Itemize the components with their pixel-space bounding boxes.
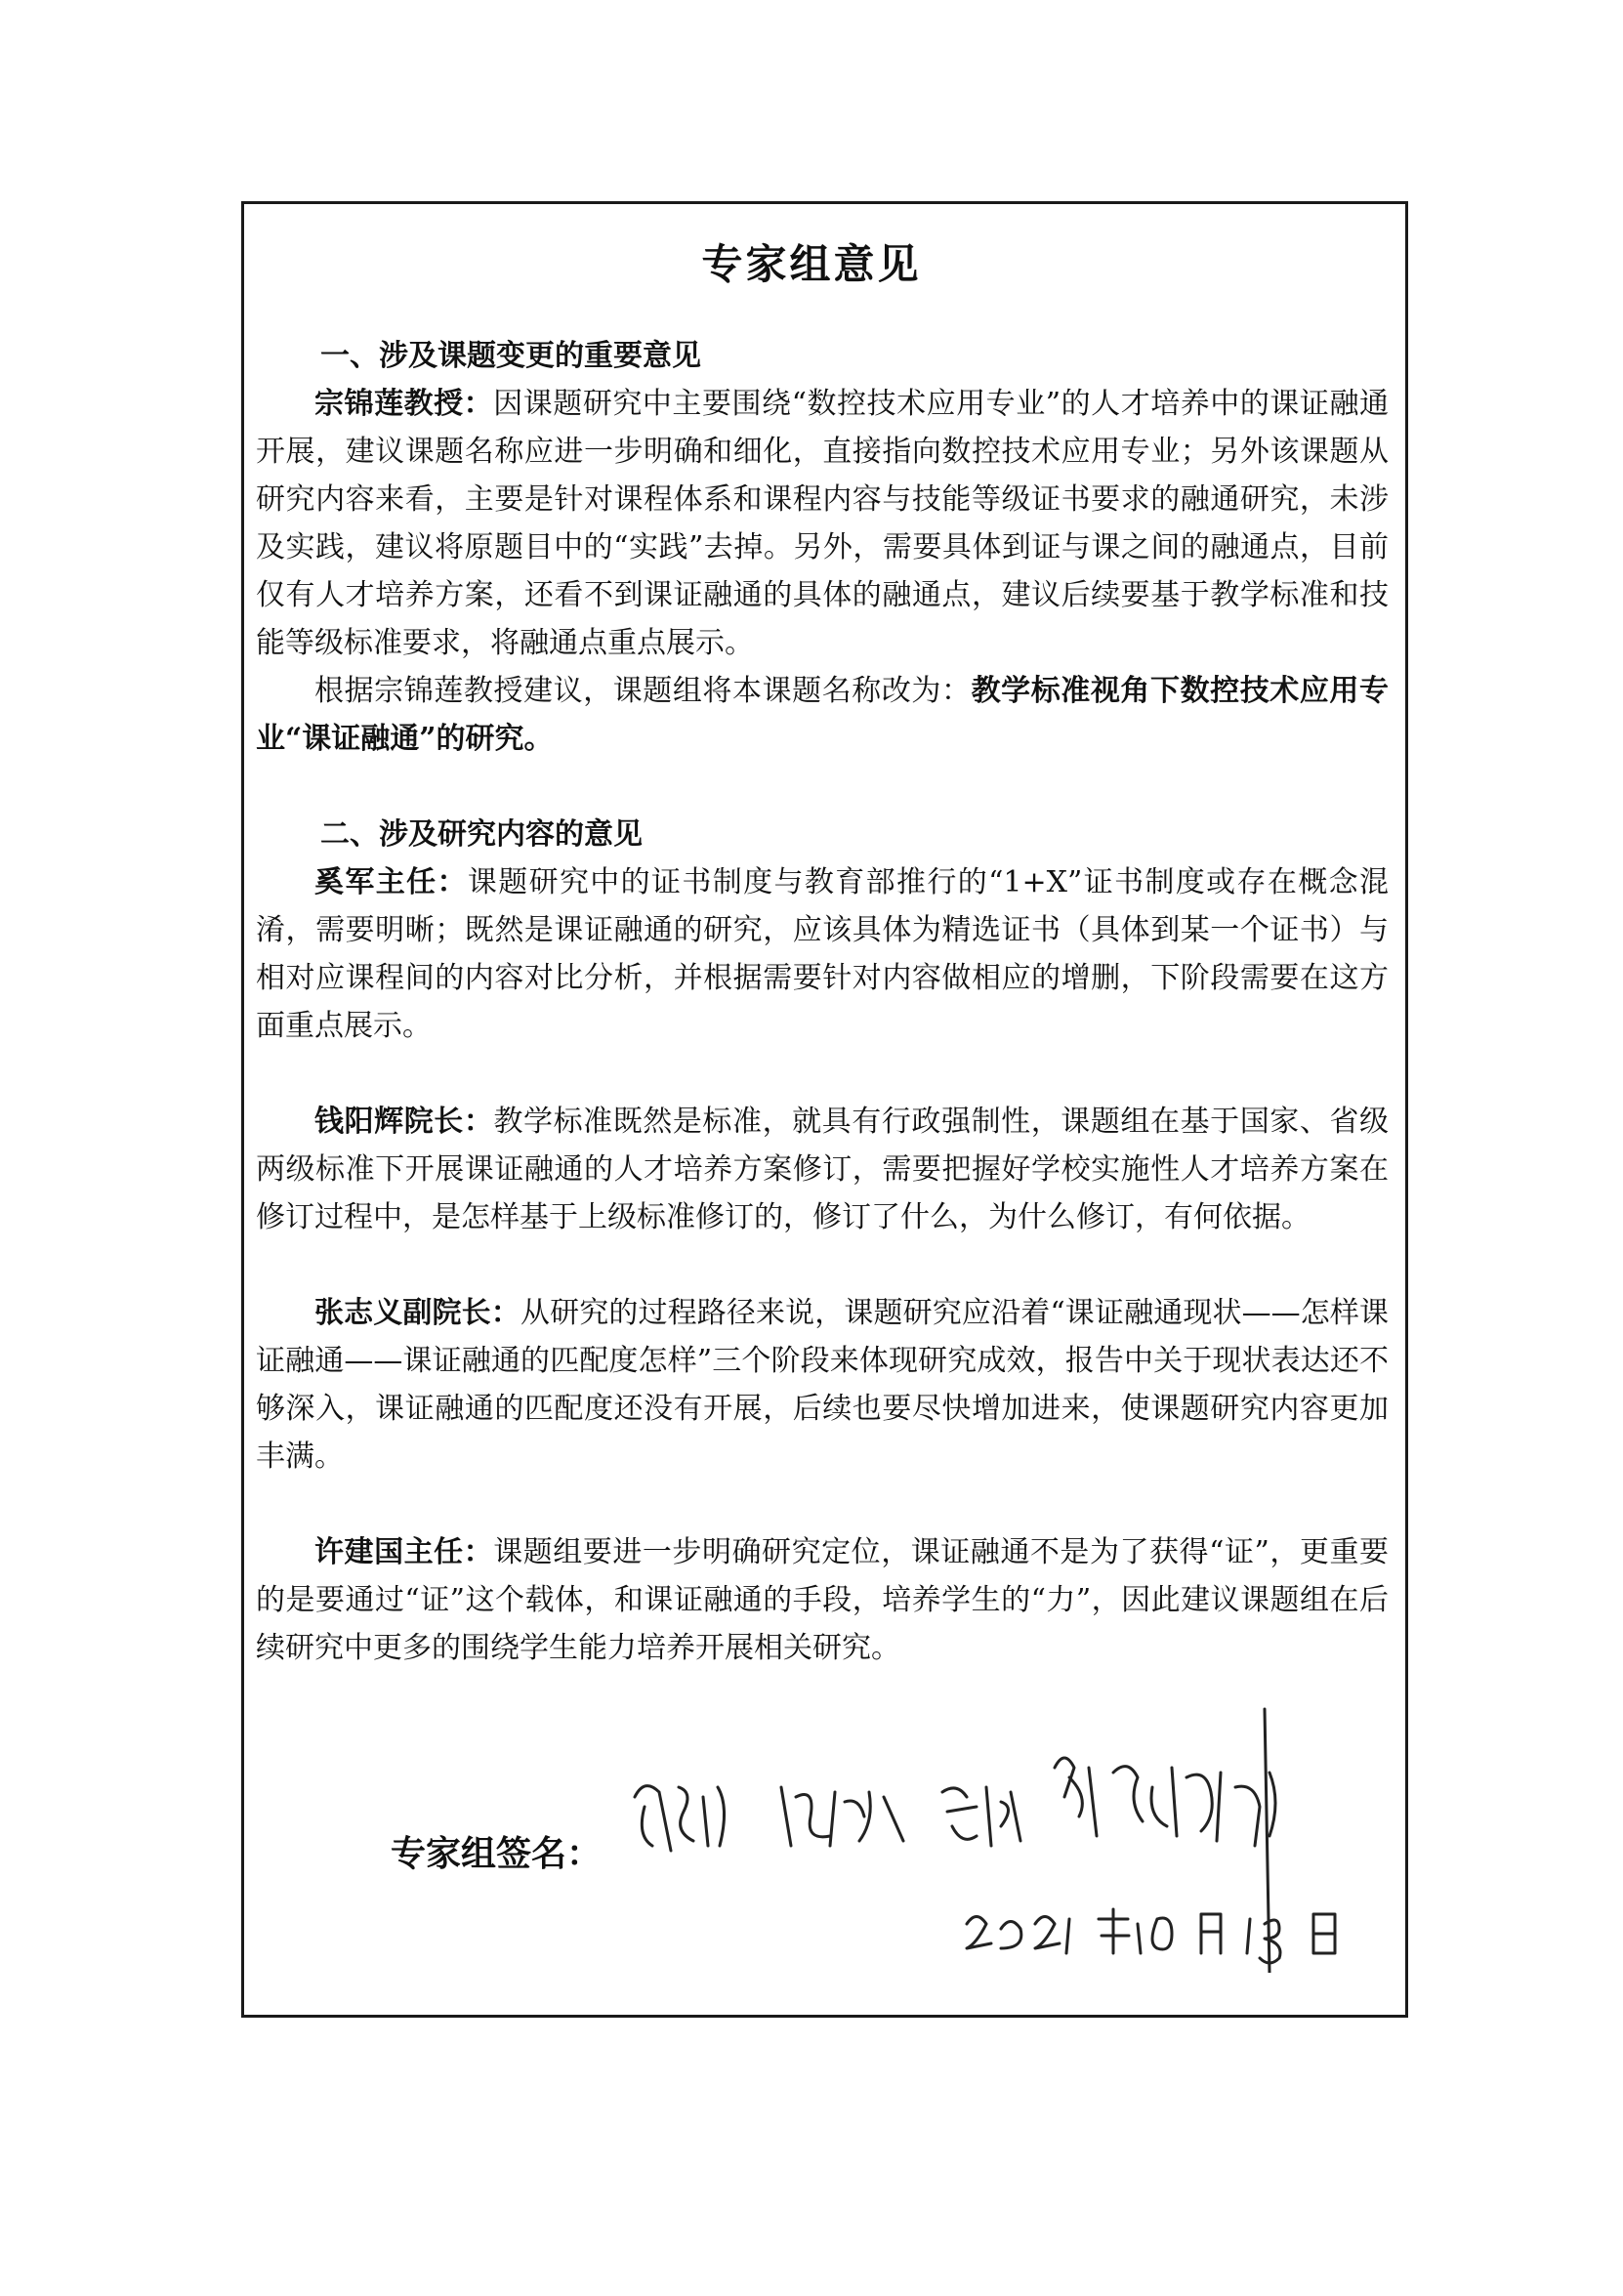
expert-name: 钱阳辉院长： — [314, 1105, 494, 1139]
paragraph-text: 从研究的过程路径来说，课题研究应沿着“课证融通现状——怎样课证融通——课证融通的匹配度怎样”三个阶段来体现研究成效，报告中关于现状表达还不够深入，课证融通的匹配度还没有开展，后续也要尽快增加进来，使课题研究内容更加丰满。 — [256, 1296, 1389, 1474]
paragraph-qian — [256, 1098, 1389, 1241]
paragraph-text: 教学标准既然是标准，就具有行政强制性，课题组在基于国家、省级两级标准下开展课证融通的人才培养方案修订，需要把握好学校实施性人才培养方案在修订过程中，是怎样基于上级标准修订的，修订了什么，为什么修订，有何依据。 — [256, 1105, 1390, 1234]
paragraph-text: 根据宗锦莲教授建议，课题组将本课题名称改为： — [314, 674, 972, 708]
section-heading-2: 二、涉及研究内容的意见 — [320, 817, 643, 852]
signature-area — [293, 1680, 1445, 2012]
paragraph-text: 课题研究中的证书制度与教育部推行的“1+X”证书制度或存在概念混淆，需要明晰；既然是课证融通的研究，应该具体为精选证书（具体到某一个证书）与相对应课程间的内容对比分析，并根据需要针对内容做相应的增删，下阶段需要在这方面重点展示。 — [256, 865, 1389, 1043]
expert-name: 张志义副院长： — [314, 1296, 520, 1330]
paragraph-title-change — [256, 667, 1389, 763]
expert-name: 许建国主任： — [314, 1535, 494, 1569]
paragraph-zhang — [256, 1289, 1389, 1481]
new-project-title: 教学标准视角下数控技术应用专业“课证融通”的研究。 — [256, 674, 1390, 756]
opinion-body — [256, 332, 1389, 1672]
signature-label: 专家组签名： — [391, 1834, 603, 1874]
expert-name: 奚军主任： — [314, 865, 468, 899]
paragraph-zong — [256, 380, 1389, 667]
paragraph-xi — [256, 858, 1389, 1050]
paragraph-text: 因课题研究中主要围绕“数控技术应用专业”的人才培养中的课证融通开展，建议课题名称应进一步明确和细化，直接指向数控技术应用专业；另外该课题从研究内容来看，主要是针对课程体系和课程内容与技能等级证书要求的融通研究，未涉及实践，建议将原题目中的“实践”去掉。另外，需要具体到证与课之间的融通点，目前仅有人才培养方案，还看不到课证融通的具体的融通点，建议后续要基于教学标准和技能等级标准要求，将融通点重点展示。 — [256, 387, 1389, 660]
expert-name: 宗锦莲教授： — [314, 387, 494, 421]
page-title: 专家组意见 — [701, 240, 922, 288]
paragraph-xu — [256, 1528, 1389, 1672]
paragraph-text: 课题组要进一步明确研究定位，课证融通不是为了获得“证”，更重要的是要通过“证”这个载体，和课证融通的手段，培养学生的“力”，因此建议课题组在后续研究中更多的围绕学生能力培养开展相关研究。 — [256, 1535, 1389, 1665]
handwritten-signatures — [625, 1680, 1367, 1973]
section-heading-1: 一、涉及课题变更的重要意见 — [320, 339, 701, 373]
